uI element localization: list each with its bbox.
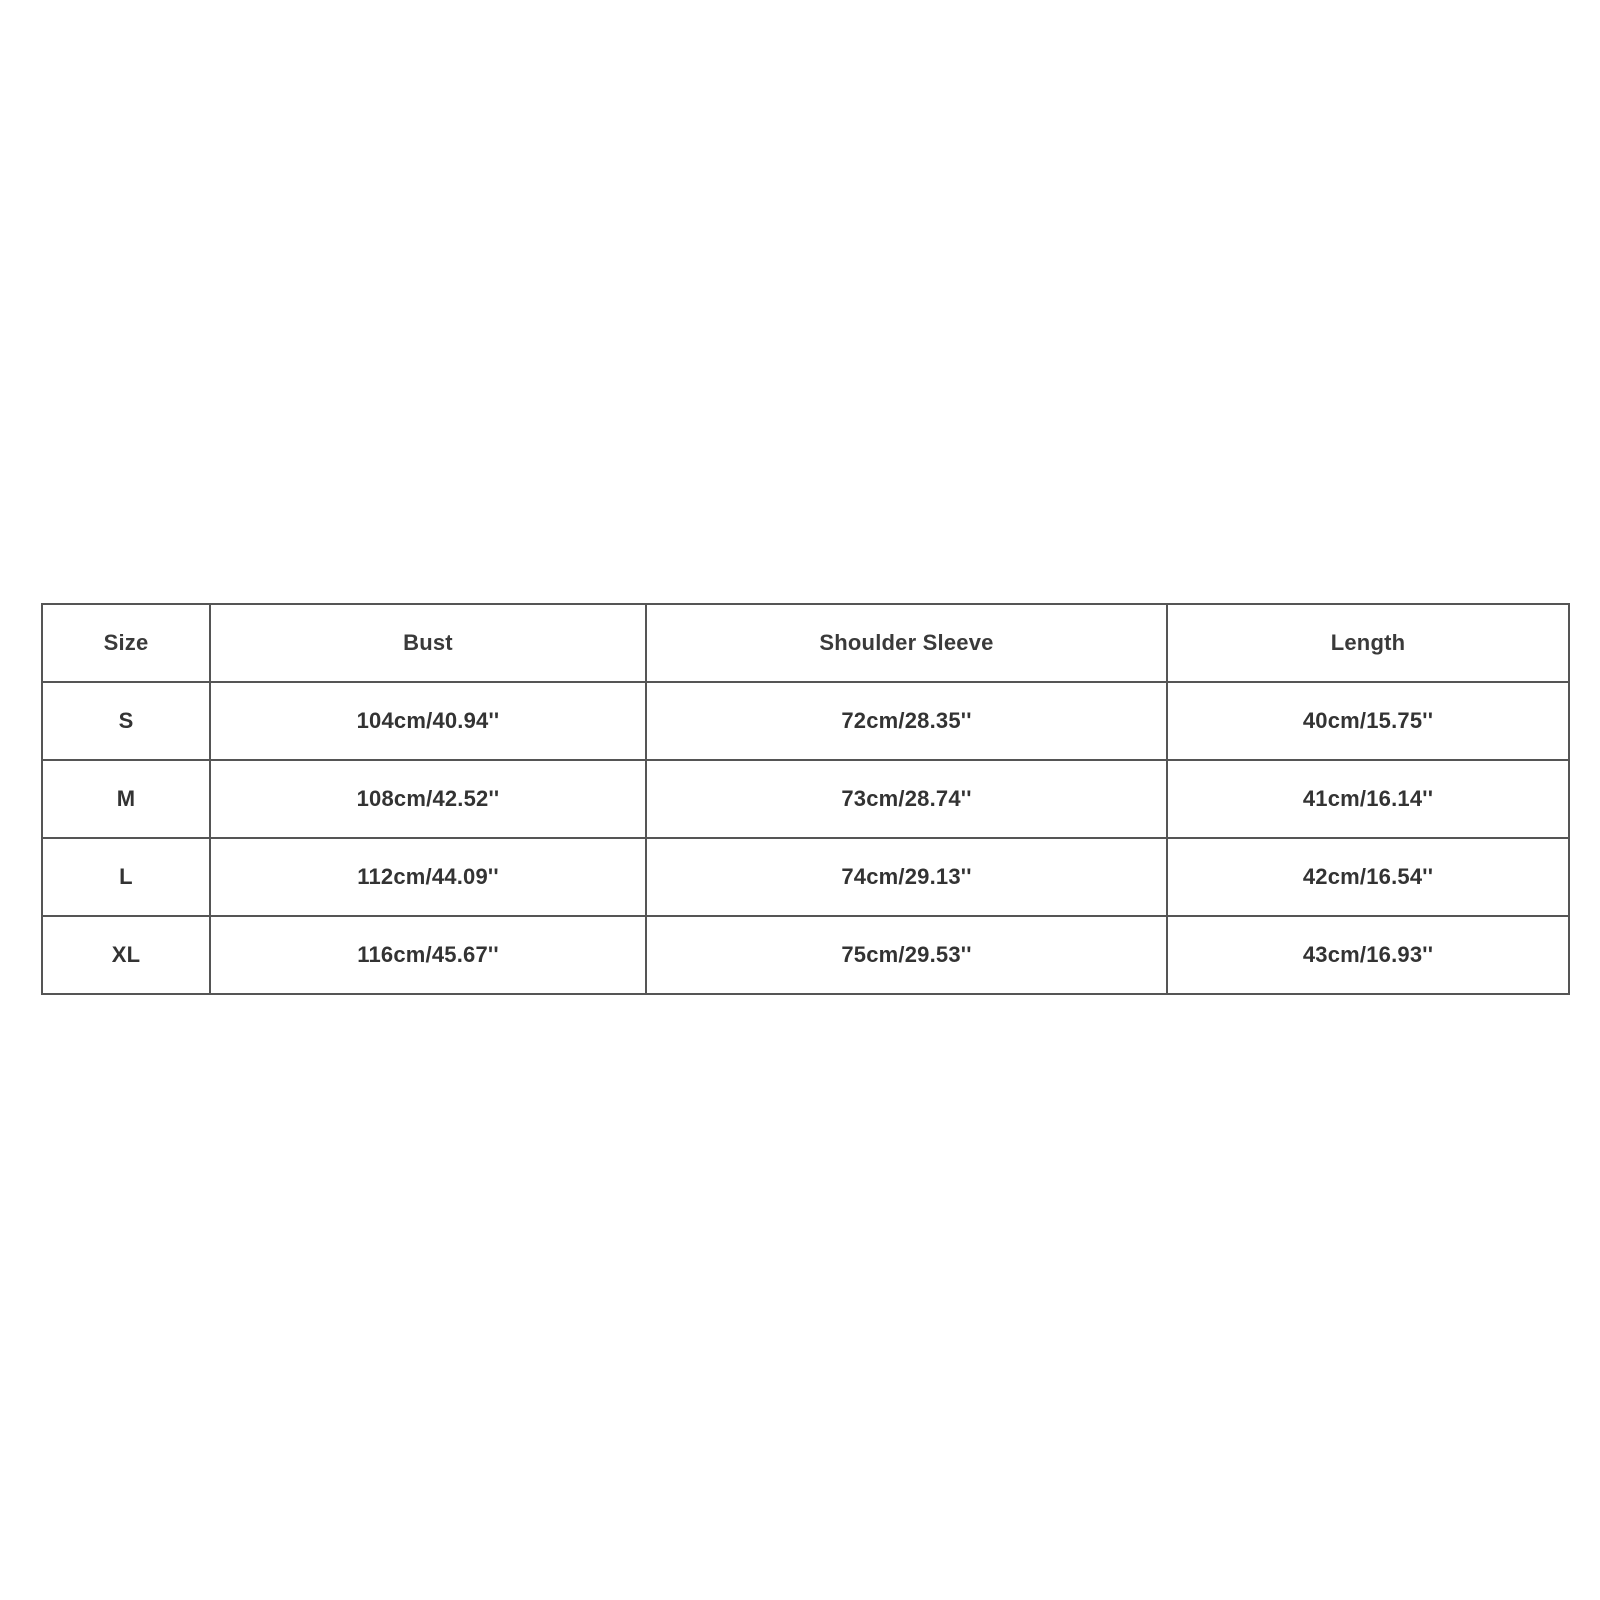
cell-size: M [42, 760, 210, 838]
cell-length: 40cm/15.75'' [1167, 682, 1569, 760]
cell-bust: 104cm/40.94'' [210, 682, 646, 760]
cell-bust: 108cm/42.52'' [210, 760, 646, 838]
table-row [42, 682, 1569, 760]
cell-shoulder-sleeve: 72cm/28.35'' [646, 682, 1167, 760]
header-size: Size [42, 604, 210, 682]
table-row [42, 838, 1569, 916]
cell-shoulder-sleeve: 74cm/29.13'' [646, 838, 1167, 916]
header-shoulder-sleeve: Shoulder Sleeve [646, 604, 1167, 682]
cell-bust: 112cm/44.09'' [210, 838, 646, 916]
table-body [42, 682, 1569, 994]
cell-size: S [42, 682, 210, 760]
cell-length: 42cm/16.54'' [1167, 838, 1569, 916]
table-row [42, 916, 1569, 994]
cell-size: XL [42, 916, 210, 994]
cell-length: 41cm/16.14'' [1167, 760, 1569, 838]
header-length: Length [1167, 604, 1569, 682]
table-row [42, 760, 1569, 838]
cell-length: 43cm/16.93'' [1167, 916, 1569, 994]
cell-shoulder-sleeve: 73cm/28.74'' [646, 760, 1167, 838]
cell-bust: 116cm/45.67'' [210, 916, 646, 994]
cell-size: L [42, 838, 210, 916]
header-row [42, 604, 1569, 682]
table-header [42, 604, 1569, 682]
cell-shoulder-sleeve: 75cm/29.53'' [646, 916, 1167, 994]
header-bust: Bust [210, 604, 646, 682]
size-chart-table [41, 603, 1570, 995]
